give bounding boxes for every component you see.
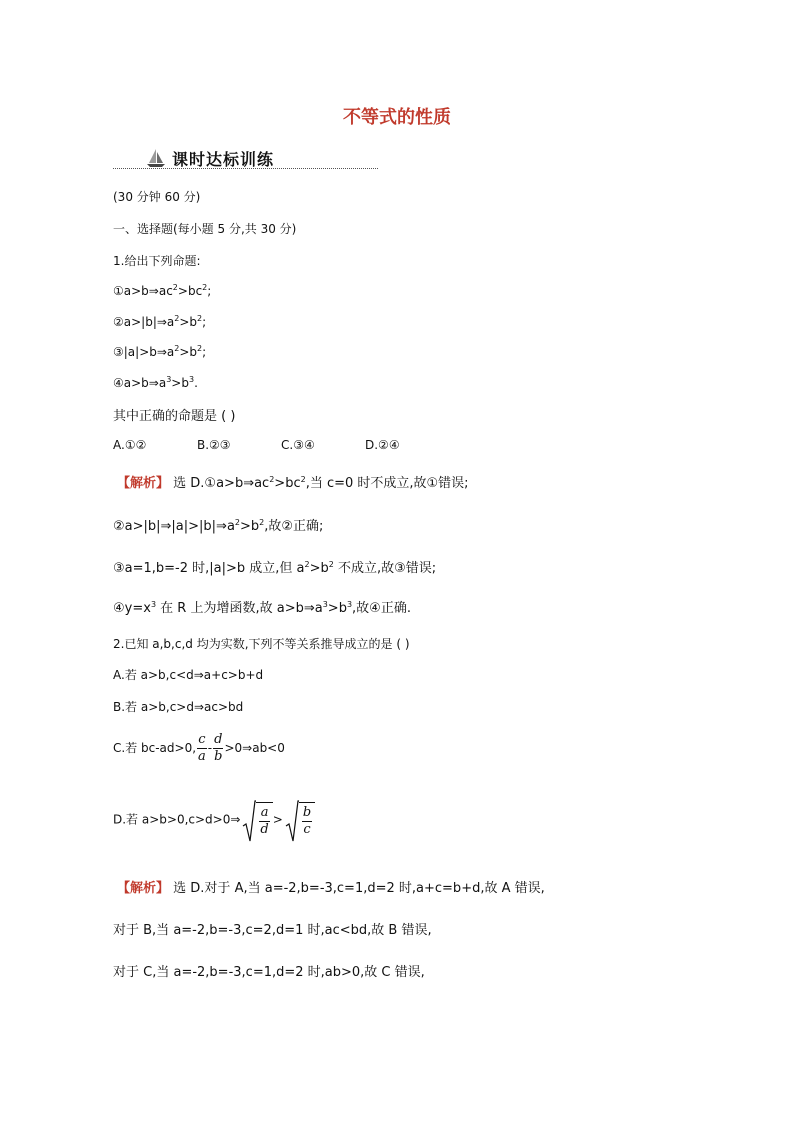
q1-item-2: $②a>|b|\Rightarrow a^2>b^2$;	[113, 314, 207, 329]
q1-analysis-line-2: $②a>|b|\Rightarrow|a|>|b|\Rightarrow a^2>b^2$,故②正确;	[113, 518, 324, 534]
sailboat-icon	[146, 148, 166, 168]
q2-option-b: B.若 a>b,c>d⇒ac>bd	[113, 700, 244, 714]
q2-stem: 2.已知 a,b,c,d 均为实数,下列不等关系推导成立的是 ( )	[113, 637, 410, 651]
q1-option-c: C.③④	[281, 438, 315, 452]
fraction-d-over-b: $\frac{d}{b}$	[214, 732, 223, 764]
q1-stem: 1.给出下列命题:	[113, 254, 201, 268]
section-header-label: 课时达标训练	[172, 150, 275, 169]
q2-option-d: D.若 a>b>0,c>d>0⇒ $\frac{a}{d}$ > $\frac{b}{c}$	[113, 802, 315, 838]
q1-option-d: D.②④	[365, 438, 400, 452]
q1-item-4: $④a>b\Rightarrow a^3>b^3$.	[113, 375, 198, 390]
q2-analysis-line-2: 对于 B,当 a=-2,b=-3,c=2,d=1 时,ac<bd,故 B 错误,	[113, 923, 432, 938]
page-title: 不等式的性质	[343, 107, 451, 128]
dotted-divider	[113, 168, 378, 169]
time-score-note: (30 分钟 60 分)	[113, 190, 201, 204]
analysis-label: 【解析】	[117, 476, 170, 491]
section-heading: 一、选择题(每小题 5 分,共 30 分)	[113, 222, 297, 236]
q2-option-c: C.若 bc-ad>0, $\frac{c}{a}$ - $\frac{d}{b}$ >0⇒ab<0	[113, 732, 285, 764]
q1-item-1: $①a>b\Rightarrow ac^2>bc^2$;	[113, 283, 212, 298]
q2-analysis-line-3: 对于 C,当 a=-2,b=-3,c=1,d=2 时,ab>0,故 C 错误,	[113, 965, 425, 980]
q1-analysis-line-3: ③a=1,b=-2 时,|a|>b 成立,但 $a^2>b^2$ 不成立,故③错误;	[113, 560, 437, 576]
q1-option-a: A.①②	[113, 438, 147, 452]
section-header	[113, 146, 378, 170]
q2-analysis-line-1: 【解析】 选 D.对于 A,当 a=-2,b=-3,c=1,d=2 时,a+c=b+d,故 A 错误,	[117, 881, 545, 896]
analysis-label: 【解析】	[117, 881, 170, 896]
q2-option-a: A.若 a>b,c<d⇒a+c>b+d	[113, 668, 264, 682]
q1-analysis-line-1: 【解析】 选 $D.①a>b\Rightarrow ac^2>bc^2$,当 c=0 时不成立,故①错误;	[117, 475, 469, 491]
q1-option-b: B.②③	[197, 438, 231, 452]
fraction-c-over-a: $\frac{c}{a}$	[198, 732, 206, 764]
sqrt-b-over-c: $\frac{b}{c}$	[285, 802, 315, 838]
q1-options	[113, 438, 400, 452]
sqrt-a-over-d: $\frac{a}{d}$	[242, 802, 272, 838]
q1-prompt: 其中正确的命题是 ( )	[113, 409, 236, 424]
q1-item-3: $③|a|>b\Rightarrow a^2>b^2$;	[113, 344, 207, 359]
q1-analysis-line-4: $④y=x^3$ 在 R 上为增函数,故 $a>b\Rightarrow a^3>b^3$,故④正确.	[113, 600, 411, 616]
